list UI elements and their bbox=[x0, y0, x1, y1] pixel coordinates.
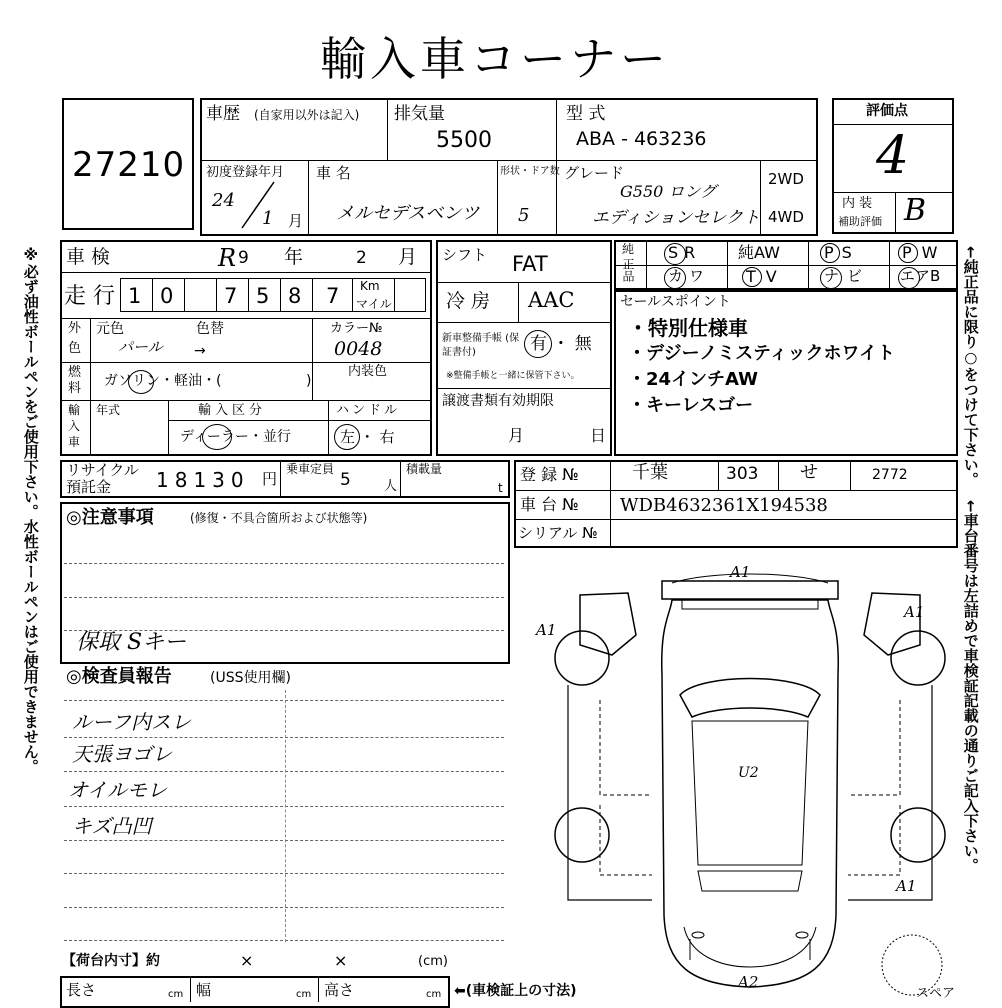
cargo-height-cm: cm bbox=[426, 989, 442, 1000]
color-no-label: カラー№ bbox=[330, 321, 383, 336]
interior-color-label: 内装色 bbox=[348, 364, 388, 379]
grade-line2: エディションセレクト bbox=[592, 208, 760, 228]
genuine-pw: PW bbox=[902, 243, 948, 262]
first-reg-year: 24 bbox=[212, 190, 235, 211]
inspector-line-1: ルーフ内スレ bbox=[72, 710, 191, 734]
diagram-mark-rear: A2 bbox=[738, 973, 759, 991]
genuine-sr-circle bbox=[664, 243, 686, 265]
mileage-digit-6: 7 bbox=[326, 284, 340, 308]
fuel-side-label-1: 燃 bbox=[68, 365, 82, 380]
color-original-label: 元色 bbox=[96, 321, 124, 337]
load-label: 積載量 bbox=[406, 462, 443, 476]
registration-place: 千葉 bbox=[632, 462, 668, 483]
mileage-digit-3: 7 bbox=[224, 284, 238, 308]
registration-number: 2772 bbox=[872, 467, 908, 483]
shift-label: シフト bbox=[442, 246, 488, 264]
car-damage-diagram bbox=[536, 555, 960, 1001]
diagram-mark-front: A1 bbox=[730, 563, 751, 581]
shape-door-value: 5 bbox=[518, 205, 530, 226]
mileage-digit-1: 1 bbox=[128, 284, 142, 308]
genuine-navi: ナビ bbox=[824, 267, 871, 285]
manual-label: 新車整備手帳 (保証書付) bbox=[442, 333, 520, 358]
drive-2wd: 2WD bbox=[768, 170, 804, 188]
cargo-length-cm: cm bbox=[168, 989, 184, 1000]
first-reg-label: 初度登録年月 bbox=[206, 165, 285, 180]
color-side-label-1: 外 bbox=[68, 321, 82, 336]
right-note-genuine: ←純正品に限り○をつけて下さい。 bbox=[961, 246, 980, 487]
genuine-ps: PS bbox=[824, 243, 860, 262]
cargo-width-cm: cm bbox=[296, 989, 312, 1000]
inspector-line-4: キズ凸凹 bbox=[72, 814, 152, 838]
model-type-value: ABA - 463236 bbox=[576, 128, 707, 150]
manual-note: ※整備手帳と一緒に保管下さい。 bbox=[446, 371, 580, 381]
sales-point-3: ・24インチAW bbox=[628, 369, 759, 390]
right-note-chassis: ←車台番号は左詰めで車検証記載の通りご記入下さい。 bbox=[961, 500, 980, 873]
spare-label: スペア bbox=[916, 986, 956, 1001]
inspector-line-2: 天張ヨゴレ bbox=[72, 742, 172, 766]
car-name-value: メルセデスベンツ bbox=[336, 203, 480, 224]
sales-point-label: セールスポイント bbox=[620, 294, 731, 310]
capacity-unit: 人 bbox=[384, 479, 398, 494]
displacement-value: 5500 bbox=[436, 128, 492, 153]
recycle-unit: 円 bbox=[262, 470, 278, 488]
shift-value: FAT bbox=[512, 252, 548, 276]
import-year-label: 年式 bbox=[96, 403, 121, 417]
cargo-cert-note: ⬅(車検証上の寸法) bbox=[454, 983, 577, 999]
score-label: 評価点 bbox=[866, 103, 908, 119]
aircon-label: 冷 房 bbox=[446, 290, 491, 312]
recycle-label-1: リサイクル bbox=[66, 461, 139, 479]
left-note: ※必ず油性ボールペンをご使用下さい。水性ボールペンはご使用できません。 bbox=[21, 246, 40, 774]
cargo-x1: × bbox=[240, 951, 254, 970]
recycle-label-2: 預託金 bbox=[66, 478, 112, 496]
caution-line-1: 保取 Sキー bbox=[76, 630, 187, 655]
genuine-tv-circle bbox=[742, 267, 762, 287]
registration-label: 登 録 № bbox=[520, 465, 579, 484]
fuel-selected-circle bbox=[128, 370, 154, 394]
grade-label: グレード bbox=[564, 164, 625, 182]
import-class-circle bbox=[202, 424, 232, 450]
genuine-col-label-top: 純 bbox=[622, 242, 635, 256]
history-note: (自家用以外は記入) bbox=[254, 108, 360, 122]
fuel-side-label-2: 料 bbox=[68, 381, 82, 396]
genuine-tv: TV bbox=[746, 267, 787, 286]
cargo-label: 【荷台内寸】約 bbox=[62, 953, 160, 969]
import-side-label-1: 輸 bbox=[68, 403, 81, 417]
capacity-label: 乗車定員 bbox=[286, 462, 335, 476]
registration-kana: せ bbox=[800, 462, 818, 483]
handle-circle bbox=[334, 424, 360, 450]
color-original-value: パール bbox=[118, 338, 163, 356]
capacity-value: 5 bbox=[340, 470, 351, 490]
cargo-x2: × bbox=[334, 951, 348, 970]
page-title: 輸入車コーナー bbox=[320, 32, 670, 86]
inspector-label: ◎検査員報告 bbox=[66, 666, 172, 687]
genuine-col-label-bottom: 正品 bbox=[621, 258, 635, 282]
genuine-airbag: エアB bbox=[900, 267, 941, 285]
first-reg-month-unit: 月 bbox=[288, 212, 304, 230]
shape-door-label: 形状・ドア数 bbox=[500, 166, 560, 177]
diagram-mark-rear-right: A1 bbox=[896, 877, 917, 895]
manual-options: 有 ・ 無 bbox=[530, 334, 592, 354]
inspection-month: 2 bbox=[356, 248, 367, 268]
diagram-mark-front-left: A1 bbox=[536, 621, 557, 639]
mileage-digit-4: 5 bbox=[256, 284, 270, 308]
caution-label: ◎注意事項 bbox=[66, 507, 154, 528]
genuine-sr: SR bbox=[668, 243, 702, 262]
history-label: 車歴 bbox=[206, 104, 240, 124]
mileage-unit-km: Km bbox=[360, 279, 380, 293]
mileage-label: 走 行 bbox=[64, 284, 115, 309]
chassis-label: 車 台 № bbox=[520, 495, 579, 514]
lot-number: 27210 bbox=[72, 145, 186, 185]
color-side-label-2: 色 bbox=[68, 341, 82, 356]
grade-line1: G550 ロング bbox=[620, 182, 717, 201]
handle-label: ハンドル bbox=[336, 403, 401, 418]
color-change-label: 色替 bbox=[196, 321, 224, 337]
inspection-label: 車 検 bbox=[66, 246, 111, 268]
inspection-year: 9 bbox=[238, 248, 249, 268]
inspection-era: R bbox=[218, 244, 237, 272]
drive-4wd: 4WD bbox=[768, 208, 804, 226]
genuine-ps-circle bbox=[820, 243, 840, 263]
mileage-digit-2: 0 bbox=[160, 284, 174, 308]
import-class-label: 輸入区分 bbox=[198, 403, 267, 418]
load-unit: t bbox=[498, 481, 503, 495]
transfer-label: 譲渡書類有効期限 bbox=[442, 393, 554, 409]
color-arrow: → bbox=[194, 343, 206, 359]
diagram-mark-front-right: A1 bbox=[904, 603, 925, 621]
caution-note: (修復・不具合箇所および状態等) bbox=[190, 511, 368, 525]
mileage-unit-mile: マイル bbox=[356, 297, 392, 311]
first-reg-month: 1 bbox=[262, 208, 274, 229]
handle-options: 左 ・ 右 bbox=[340, 428, 395, 446]
color-no-value: 0048 bbox=[334, 338, 383, 360]
import-class-options: ディーラー・並行 bbox=[180, 429, 291, 445]
genuine-kawa-circle bbox=[664, 267, 686, 289]
inspector-note: (USS使用欄) bbox=[210, 670, 291, 686]
registration-class: 303 bbox=[726, 464, 759, 484]
genuine-aw: 純AW bbox=[738, 243, 780, 262]
sales-point-4: ・キーレスゴー bbox=[628, 395, 754, 416]
cargo-dimension-table bbox=[60, 976, 450, 1008]
diagram-mark-roof: U2 bbox=[738, 765, 759, 781]
fuel-options: ガソリン・軽油・( bbox=[104, 373, 222, 389]
fuel-close: ) bbox=[306, 373, 312, 389]
import-side-label-2: 入 bbox=[68, 419, 81, 433]
cargo-length-label: 長さ bbox=[66, 981, 97, 999]
cargo-height-label: 高さ bbox=[324, 981, 355, 999]
genuine-kawa: カワ bbox=[668, 267, 711, 285]
genuine-airbag-circle bbox=[898, 267, 920, 289]
manual-circle bbox=[524, 330, 552, 358]
displacement-label: 排気量 bbox=[394, 104, 445, 124]
genuine-navi-circle bbox=[820, 267, 842, 289]
serial-label: シリアル № bbox=[518, 524, 598, 542]
genuine-pw-circle bbox=[898, 243, 918, 263]
mileage-digit-5: 8 bbox=[288, 284, 302, 308]
transfer-month: 月 bbox=[508, 426, 525, 445]
score-value: 4 bbox=[876, 126, 910, 186]
sales-point-1: ・特別仕様車 bbox=[628, 316, 748, 340]
interior-label: 内 装 bbox=[842, 196, 873, 211]
cargo-unit: (cm) bbox=[418, 954, 448, 969]
recycle-value: 18130 bbox=[156, 468, 250, 492]
model-type-label: 型 式 bbox=[566, 104, 606, 124]
transfer-day: 日 bbox=[590, 426, 607, 445]
inspector-line-3: オイルモレ bbox=[68, 778, 167, 802]
chassis-value: WDB4632361X194538 bbox=[620, 495, 828, 516]
interior-value: B bbox=[904, 193, 927, 228]
inspection-year-unit: 年 bbox=[284, 246, 304, 268]
aircon-value: AAC bbox=[528, 288, 575, 312]
car-name-label: 車 名 bbox=[316, 164, 351, 182]
cargo-width-label: 幅 bbox=[196, 981, 212, 999]
support-label: 補助評価 bbox=[838, 215, 882, 228]
inspection-month-unit: 月 bbox=[398, 246, 418, 268]
sales-point-2: ・デジーノミスティックホワイト bbox=[628, 343, 895, 364]
import-side-label-3: 車 bbox=[68, 435, 81, 449]
